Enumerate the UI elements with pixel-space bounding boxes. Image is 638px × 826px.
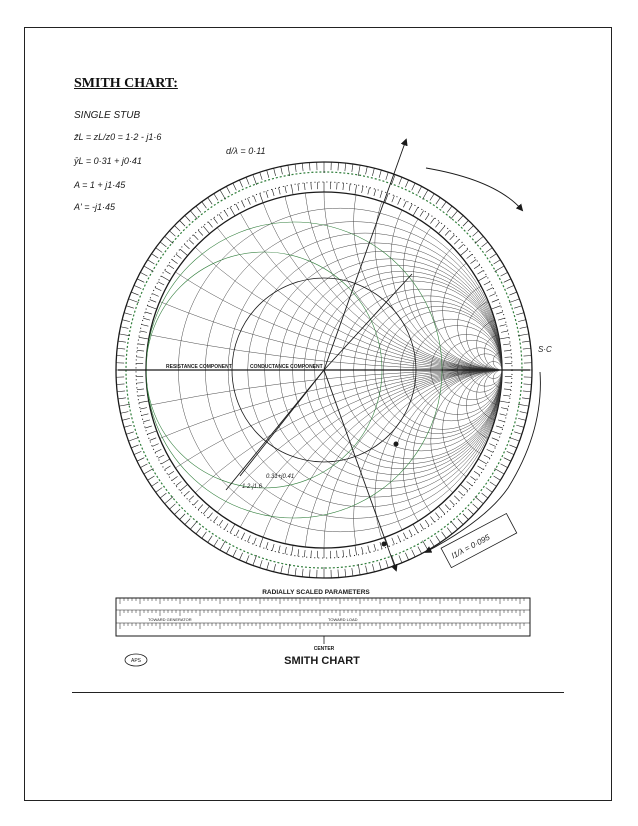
radial-scale-ticks [120,598,524,629]
note-a: A = 1 + j1·45 [74,180,126,190]
note-zl: z̄L = zL/z0 = 1·2 - j1·6 [74,132,162,142]
bottom-rule [72,692,564,693]
resistance-component-label: RESISTANCE COMPONENT [166,364,232,370]
conductance-component-label: CONDUCTANCE COMPONENT [250,364,323,370]
mark-admittance: 0.31+j0.41 [266,474,295,480]
load-point [394,442,399,447]
note-yl: ȳL = 0·31 + j0·41 [74,156,142,166]
page-heading: SMITH CHART: [74,76,178,91]
note-d-lambda: d/λ = 0·11 [226,146,266,156]
toward-generator-label: TOWARD GENERATOR [148,617,192,622]
note-l-lambda: l1/λ = 0·095 [450,532,492,561]
smith-chart-figure [66,100,566,694]
note-a-prime: A' = -j1·45 [74,202,115,212]
note-title: SINGLE STUB [74,110,141,121]
radial-scale-title: RADIALLY SCALED PARAMETERS [262,589,370,596]
smith-chart-scan [66,100,566,694]
impedance-grid [66,100,566,694]
note-sc: S·C [538,345,552,354]
center-label: CENTER [313,646,335,652]
mark-load: 1.2-j1.6 [242,484,263,490]
smith-chart-title: SMITH CHART [284,655,360,667]
aps-logo-text: APS [130,658,142,664]
point-a [382,542,387,547]
toward-load-label: TOWARD LOAD [328,617,358,622]
